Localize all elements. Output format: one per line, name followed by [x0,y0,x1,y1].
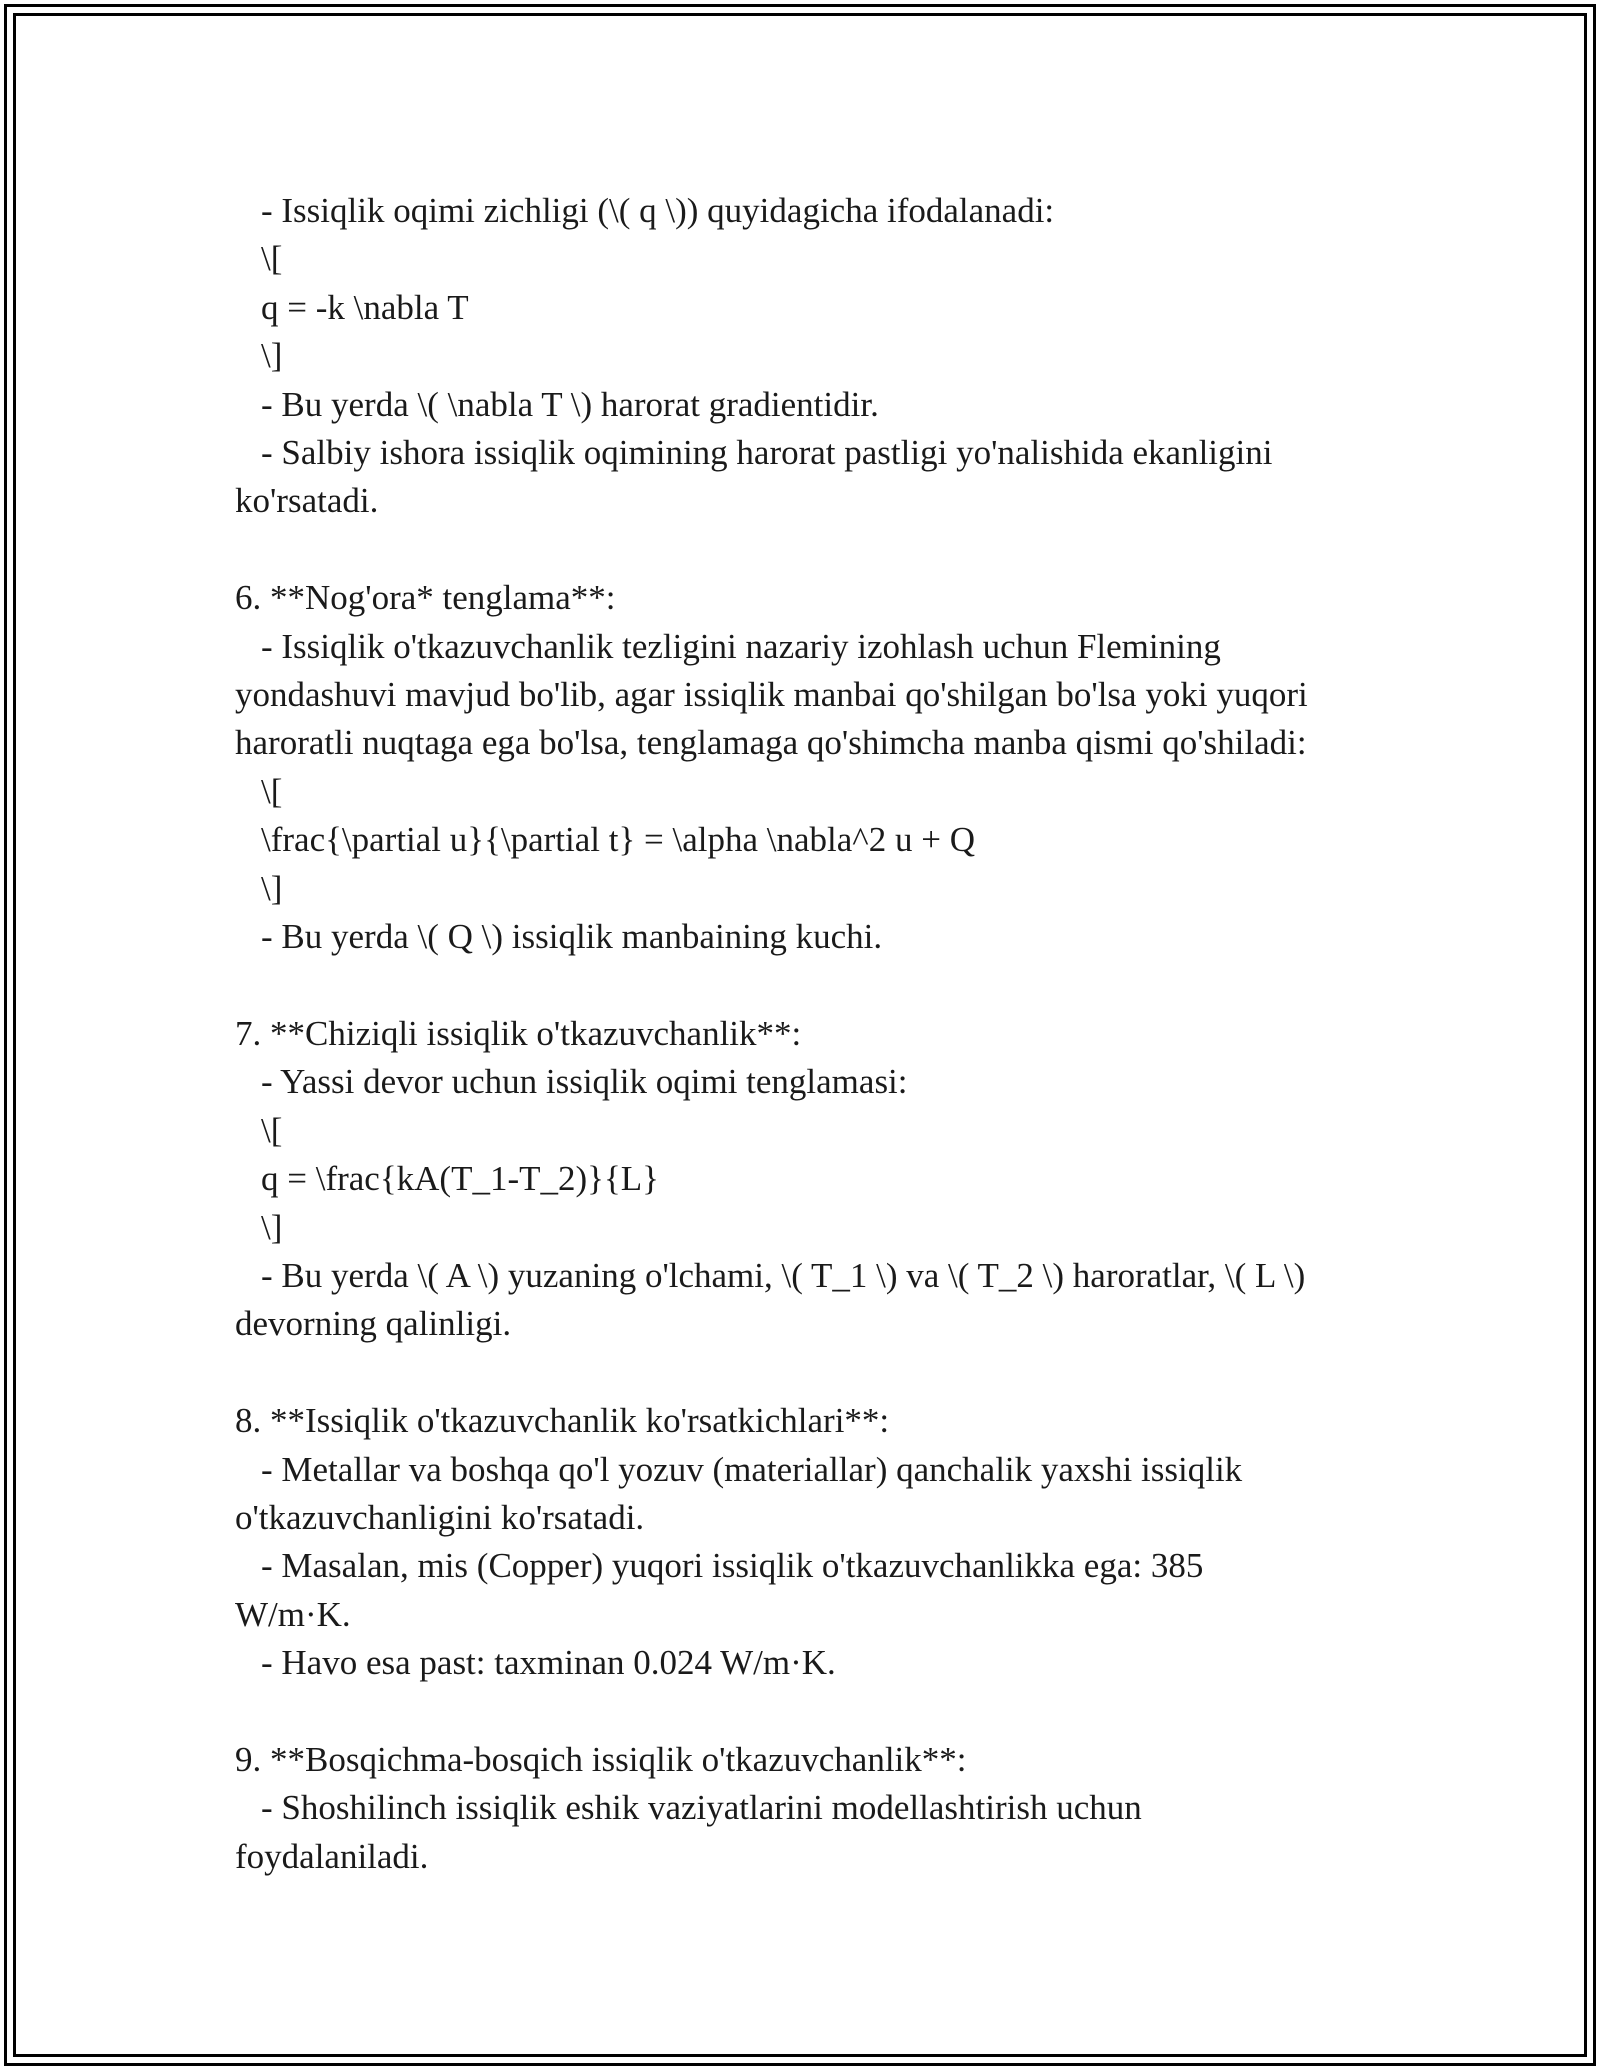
text-line: - Metallar va boshqa qo'l yozuv (materiallar) qanchalik yaxshi issiqlik [261,1449,1243,1489]
text-line: - Bu yerda \( A \) yuzaning o'lchami, \( T_1 \) va \( T_2 \) haroratlar, \( L \) [261,1255,1306,1295]
text-line: 7. **Chiziqli issiqlik o'tkazuvchanlik**: [235,1013,802,1053]
text-line: \[ [261,1110,283,1150]
text-line: 6. **Nog'ora* tenglama**: [235,578,616,618]
text-line: ko'rsatadi. [235,481,379,521]
text-line: o'tkazuvchanligini ko'rsatadi. [235,1497,645,1537]
document-body [235,187,1375,1881]
blank-line [235,1688,1375,1736]
text-line: 9. **Bosqichma-bosqich issiqlik o'tkazuvchanlik**: [235,1739,967,1779]
text-line: - Bu yerda \( \nabla T \) harorat gradientidir. [261,384,879,424]
text-line: \[ [261,239,283,279]
text-line: \frac{\partial u}{\partial t} = \alpha \nabla^2 u + Q [261,820,975,860]
text-line: - Havo esa past: taxminan 0.024 W/m·K. [261,1643,836,1683]
text-line: - Yassi devor uchun issiqlik oqimi tenglamasi: [261,1062,908,1102]
text-line: - Issiqlik oqimi zichligi (\( q \)) quyidagicha ifodalanadi: [261,191,1055,230]
text-line: - Shoshilinch issiqlik eshik vaziyatlarini modellashtirish uchun [261,1788,1142,1828]
text-line: q = \frac{kA(T_1-T_2)}{L} [261,1159,659,1199]
text-line: \[ [261,771,283,811]
blank-line [235,1349,1375,1397]
text-line: q = -k \nabla T [261,287,469,327]
text-line: - Issiqlik o'tkazuvchanlik tezligini nazariy izohlash uchun Flemining [261,626,1221,666]
text-line: foydalaniladi. [235,1836,429,1876]
text-line: W/m·K. [235,1594,351,1634]
text-line: \] [261,1207,283,1247]
blank-line [235,526,1375,574]
text-line: devorning qalinligi. [235,1304,512,1344]
text-line: - Bu yerda \( Q \) issiqlik manbaining kuchi. [261,917,883,957]
text-line: - Masalan, mis (Copper) yuqori issiqlik o'tkazuvchanlikka ega: 385 [261,1546,1204,1586]
text-line: yondashuvi mavjud bo'lib, agar issiqlik manbai qo'shilgan bo'lsa yoki yuqori [235,675,1308,715]
text-line: \] [261,336,283,376]
text-line: 8. **Issiqlik o'tkazuvchanlik ko'rsatkichlari**: [235,1401,890,1441]
blank-line [235,961,1375,1009]
text-line: \] [261,868,283,908]
text-line: haroratli nuqtaga ega bo'lsa, tenglamaga qo'shimcha manba qismi qo'shiladi: [235,723,1307,763]
text-line: - Salbiy ishora issiqlik oqimining harorat pastligi yo'nalishida ekanligini [261,433,1273,473]
